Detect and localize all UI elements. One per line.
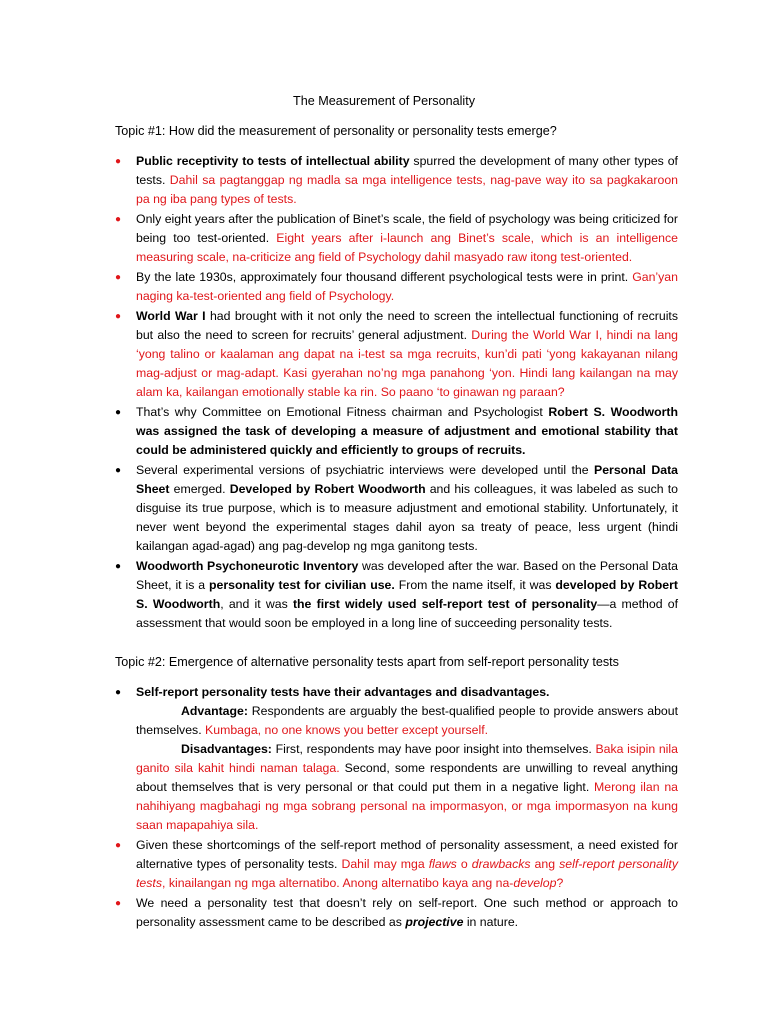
bullet-icon: ● xyxy=(115,898,122,909)
red-annotation: Gan’yan naging ka-test-oriented ang field of Psychology. xyxy=(136,270,678,303)
red-annotation: Kumbaga, no one knows you better except yourself. xyxy=(205,723,489,737)
red-annotation: o xyxy=(456,857,472,871)
bold-text: personality test for civilian use. xyxy=(209,578,395,592)
topic-2-list xyxy=(109,683,678,932)
body-text: —a method of assessment that would soon be employed in a long line of succeeding personality tests. xyxy=(136,597,678,630)
list-item xyxy=(109,894,678,932)
bold-italic-text: projective xyxy=(405,915,464,929)
list-item xyxy=(109,403,678,460)
bold-text: Robert S. Woodworth was assigned the task of developing a measure of adjustment and emotional stability that could be administered quickly and efficiently to groups of recruits. xyxy=(136,405,679,457)
list-item xyxy=(109,210,678,267)
bullet-icon: ● xyxy=(115,272,122,283)
red-italic-text: drawbacks xyxy=(471,857,531,871)
red-italic-text: flaws xyxy=(428,857,457,871)
disadvantage-paragraph xyxy=(136,740,678,835)
red-annotation: Baka isipin nila ganito sila kahit hindi naman talaga. xyxy=(136,742,678,775)
bullet-icon: ● xyxy=(115,156,122,167)
bullet-icon: ● xyxy=(115,311,122,322)
body-text: Given these shortcomings of the self-report method of personality assessment, a need existed for alternative types of personality tests. xyxy=(136,838,678,871)
red-annotation: Dahil may mga xyxy=(341,857,429,871)
bold-text: the first widely used self-report test of personality xyxy=(292,597,598,611)
body-text: and his colleagues, it was labeled as such to disguise its true purpose, which is to measure adjustment and emotional stability. Unfortunately, it never went beyond the experimental stages dahil ayon sa treaty of peace, less urgent (hindi kailangan agad-agad) ang pag-develop ng mga ganitong tests. xyxy=(136,482,678,553)
bold-text: World War I xyxy=(136,309,206,323)
list-item xyxy=(109,836,678,893)
red-annotation: During the World War I, hindi na lang ‘yong talino or kaalaman ang dapat na i-test sa mga recruits, kun’di pati ‘yong kakayanan nilang mag-adjust or mag-adapt. Kasi gyerahan no’ng mga panahong ‘yon. Hindi lang kailangan na may alam ka, kailangan emotionally stable ka rin. So paano ‘to ginawan ng paraan? xyxy=(136,328,678,399)
red-italic-text: develop xyxy=(513,876,557,890)
body-text: Several experimental versions of psychiatric interviews were developed until the xyxy=(136,463,594,477)
body-text: That’s why Committee on Emotional Fitness chairman and Psychologist xyxy=(136,405,549,419)
body-text: First, respondents may have poor insight into themselves. xyxy=(271,742,596,756)
bold-text: developed by Robert S. Woodworth xyxy=(136,578,678,611)
body-text: spurred the development of many other types of tests. xyxy=(136,154,678,187)
list-item xyxy=(109,557,678,633)
bold-text: Woodworth Psychoneurotic Inventory xyxy=(136,559,359,573)
list-item xyxy=(109,683,678,835)
list-item xyxy=(109,152,678,209)
body-text: We need a personality test that doesn’t rely on self-report. One such method or approach to personality assessment came to be described as xyxy=(136,896,678,929)
bold-text: Self-report personality tests have their advantages and disadvantages. xyxy=(136,685,550,699)
bullet-icon: ● xyxy=(115,840,122,851)
body-text: Only eight years after the publication of Binet’s scale, the field of psychology was being criticized for being too test-oriented. xyxy=(136,212,678,245)
body-text: emerged. xyxy=(169,482,230,496)
body-text: in nature. xyxy=(463,915,519,929)
advantage-label: Advantage: xyxy=(181,704,248,718)
bullet-icon: ● xyxy=(115,214,122,225)
body-text: , and it was xyxy=(220,597,293,611)
red-italic-text: self-report personality tests xyxy=(136,857,678,890)
topic-1-list xyxy=(109,152,678,633)
bullet-icon: ● xyxy=(115,407,122,418)
bullet-icon: ● xyxy=(115,561,122,572)
disadvantage-label: Disadvantages: xyxy=(181,742,272,756)
bullet-icon: ● xyxy=(115,465,122,476)
body-text: From the name itself, it was xyxy=(394,578,556,592)
document-title: The Measurement of Personality xyxy=(293,94,475,108)
red-annotation: Eight years after i-launch ang Binet’s scale, which is an intelligence measuring scale, na-criticize ang field of Psychology dahil masyado raw itong test-oriented. xyxy=(136,231,678,264)
body-text: was developed after the war. Based on the Personal Data Sheet, it is a xyxy=(136,559,679,592)
body-text: Second, some respondents are unwilling to reveal anything about themselves that is very personal or that could put them in a negative light. xyxy=(136,761,679,794)
red-annotation: Dahil sa pagtanggap ng madla sa mga intelligence tests, nag-pave way ito sa pagkakaroon pa ng iba pang types of tests. xyxy=(136,173,678,206)
body-text: Respondents are arguably the best-qualified people to provide answers about themselves. xyxy=(136,704,678,737)
list-item xyxy=(109,461,678,556)
body-text: By the late 1930s, approximately four thousand different psychological tests were in print. xyxy=(136,270,633,284)
body-text: had brought with it not only the need to screen the intellectual functioning of recruits but also the need to screen for recruits’ general adjustment. xyxy=(136,309,678,342)
bold-text: Public receptivity to tests of intellectual ability xyxy=(136,154,410,168)
advantage-paragraph xyxy=(136,702,678,740)
list-item xyxy=(109,307,678,402)
red-annotation: ? xyxy=(556,876,564,890)
bold-text: Personal Data Sheet xyxy=(136,463,679,496)
red-annotation: , kinailangan ng mga alternatibo. Anong alternatibo kaya ang na- xyxy=(161,876,514,890)
list-item xyxy=(109,268,678,306)
bold-text: Developed by Robert Woodworth xyxy=(229,482,426,496)
red-annotation: Merong ilan na nahihiyang magbahagi ng mga sobrang personal na impormasyon, or mga impormasyon na kung saan mapapahiya sila. xyxy=(136,780,678,832)
topic-1-heading: Topic #1: How did the measurement of personality or personality tests emerge? xyxy=(115,124,557,138)
bullet-icon: ● xyxy=(115,687,122,698)
topic-2-heading: Topic #2: Emergence of alternative personality tests apart from self-report personality tests xyxy=(115,655,619,669)
red-annotation: ang xyxy=(530,857,560,871)
